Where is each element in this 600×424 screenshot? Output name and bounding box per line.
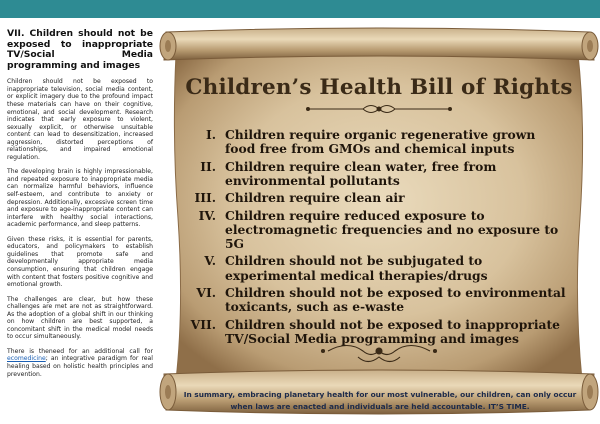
right-number: II. [200,158,216,174]
right-item [188,254,568,282]
right-item [188,209,568,252]
right-number: III. [194,190,216,206]
summary-line: when laws are enacted and individuals are held accountable. IT’S TIME. [230,402,530,411]
right-text: Children should not be subjugated to experimental medical therapies/drugs [225,253,488,283]
right-item [188,286,568,314]
section-heading: VII. Children should not be exposed to inappropriate TV/Social Media programming and images [7,28,153,71]
right-item [188,318,568,346]
right-number: IV. [198,207,216,223]
article-paragraph: The challenges are clear, but how these challenges are met are not as straightforward. As the adoption of a global shift in our thinking on how children are best supported, a concomitant shift in the medical model needs to occur simultaneously. [7,295,153,341]
article-paragraph-last [7,348,153,378]
right-text: Children require reduced exposure to electromagnetic frequencies and no exposure to 5G [225,207,559,251]
paragraph-text: There is theneed for an additional call for [7,347,153,355]
right-item [188,128,568,156]
right-text: Children should not be exposed to environmental toxicants, such as e-waste [225,284,566,315]
article-paragraph: Children should not be exposed to inappropriate television, social media content, or explicit imagery due to the profound impact these materials can have on their cognitive, emotional, and social development. Research indicates that early exposure to violent, sexually explicit, or otherwise unsuitable content can lead to desensitization, increased aggression, distorted perceptions of relationships, and impaired emotional regulation. [7,78,153,161]
rights-list [188,128,568,349]
bill-of-rights-title: Children’s Health Bill of Rights [185,75,573,100]
ecomedicine-link[interactable]: ecomedicine [7,355,46,363]
header-bar [0,0,600,18]
article-paragraph: Given these risks, it is essential for parents, educators, and policymakers to establish guidelines that promote safe and developmentally appropriate media consumption, ensuring that children engage with content that fosters positive cognitive and emotional growth. [7,235,153,289]
right-number: VI. [196,284,216,300]
right-item [188,160,568,188]
summary-line: In summary, embracing planetary health for our most vulnerable, our children, can only occur [183,390,577,399]
right-number: I. [205,127,216,142]
right-number: VII. [190,316,216,332]
right-item [188,191,568,205]
right-text: Children require clean air [225,190,405,206]
right-text: Children should not be exposed to inappropriate TV/Social Media programming and images [225,316,560,346]
summary-statement [180,389,580,413]
article-paragraph: The developing brain is highly impressionable, and repeated exposure to inappropriate media can normalize harmful behaviors, influence self-esteem, and contribute to anxiety or depression. Additionally, excessive screen time and exposure to age-inappropriate content can interfere with healthy social interactions, academic performance, and sleep patterns. [7,168,153,229]
right-text: Children require clean water, free from environmental pollutants [225,158,497,188]
sidebar-article [7,29,153,385]
right-text: Children require organic regenerative grown food free from GMOs and chemical inputs [225,127,536,157]
right-number: V. [204,253,216,269]
paragraph-text: ; an integrative paradigm for real healing based on holistic health principles and prevention. [7,355,153,378]
parchment-scroll [158,18,600,424]
